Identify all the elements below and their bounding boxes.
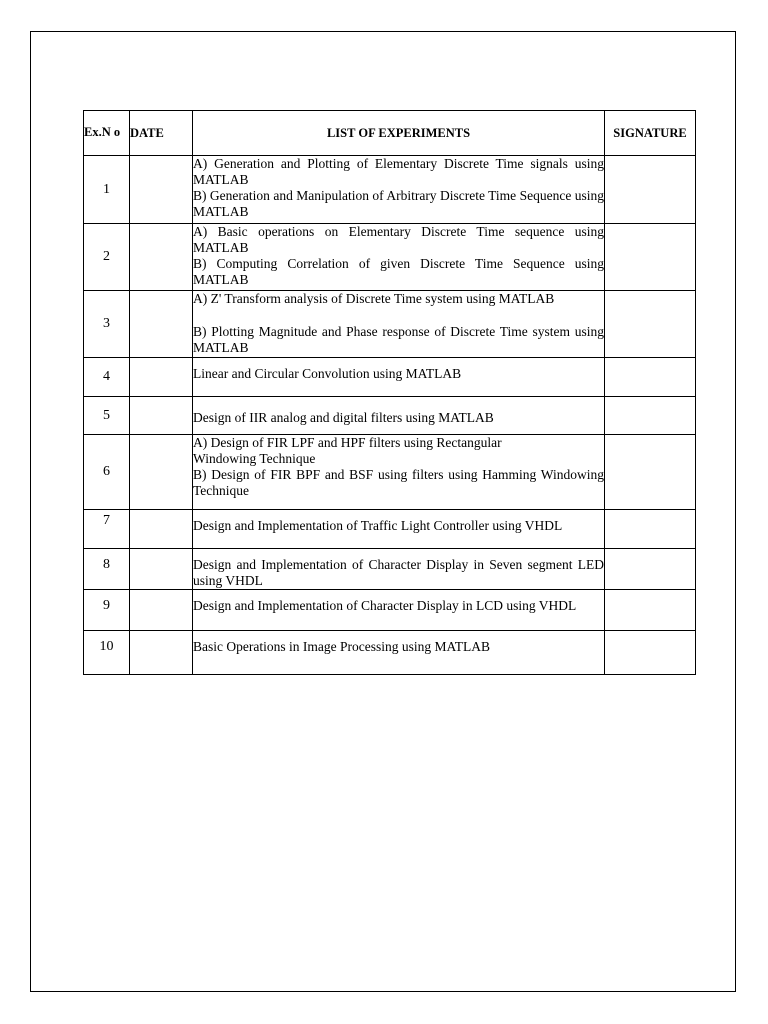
row-number: 2 <box>84 224 130 291</box>
experiment-line: B) Generation and Manipulation of Arbitrary Discrete Time Sequence using MATLAB <box>193 188 604 219</box>
header-exno: Ex.N o <box>84 111 130 156</box>
experiment-cell <box>193 590 605 631</box>
experiment-cell <box>193 156 605 224</box>
date-cell <box>130 435 193 510</box>
table-row <box>84 156 696 224</box>
experiment-cell <box>193 549 605 590</box>
header-list-of-experiments: LIST OF EXPERIMENTS <box>193 111 605 156</box>
table-row <box>84 631 696 675</box>
date-cell <box>130 358 193 397</box>
date-cell <box>130 549 193 590</box>
experiment-cell <box>193 435 605 510</box>
signature-cell <box>605 510 696 549</box>
header-date: DATE <box>130 111 193 156</box>
row-number: 8 <box>84 549 130 590</box>
date-cell <box>130 291 193 358</box>
table-row <box>84 291 696 358</box>
header-row <box>84 111 696 156</box>
signature-cell <box>605 291 696 358</box>
date-cell <box>130 397 193 435</box>
row-number: 6 <box>84 435 130 510</box>
signature-cell <box>605 224 696 291</box>
experiment-line: B) Computing Correlation of given Discrete Time Sequence using MATLAB <box>193 256 604 287</box>
signature-cell <box>605 590 696 631</box>
header-signature: SIGNATURE <box>605 111 696 156</box>
row-number: 10 <box>84 631 130 675</box>
date-cell <box>130 510 193 549</box>
table-row <box>84 590 696 631</box>
row-number: 3 <box>84 291 130 358</box>
experiment-cell <box>193 397 605 435</box>
experiment-cell <box>193 358 605 397</box>
date-cell <box>130 224 193 291</box>
signature-cell <box>605 397 696 435</box>
date-cell <box>130 156 193 224</box>
table-row <box>84 549 696 590</box>
signature-cell <box>605 358 696 397</box>
date-cell <box>130 590 193 631</box>
experiment-cell <box>193 224 605 291</box>
table-row <box>84 397 696 435</box>
experiment-line: B) Plotting Magnitude and Phase response of Discrete Time system using MATLAB <box>193 324 604 355</box>
experiment-line: Design and Implementation of Traffic Light Controller using VHDL <box>193 518 563 533</box>
experiment-line: Design and Implementation of Character Display in LCD using VHDL <box>193 598 577 613</box>
row-number: 9 <box>84 590 130 631</box>
experiment-cell <box>193 291 605 358</box>
signature-cell <box>605 631 696 675</box>
experiment-line: Linear and Circular Convolution using MATLAB <box>193 366 462 381</box>
experiment-cell <box>193 510 605 549</box>
experiment-line: A) Z' Transform analysis of Discrete Time system using MATLAB <box>193 291 555 306</box>
experiment-line: Design and Implementation of Character Display in Seven segment LED using VHDL <box>193 557 604 588</box>
table-row <box>84 510 696 549</box>
experiment-line: Design of IIR analog and digital filters using MATLAB <box>193 410 494 425</box>
experiment-cell <box>193 631 605 675</box>
row-number: 4 <box>84 358 130 397</box>
signature-cell <box>605 156 696 224</box>
experiment-line: A) Basic operations on Elementary Discrete Time sequence using MATLAB <box>193 224 604 255</box>
table-row <box>84 224 696 291</box>
table-row <box>84 435 696 510</box>
experiment-line: A) Design of FIR LPF and HPF filters using Rectangular Windowing Technique <box>193 435 502 466</box>
row-number: 1 <box>84 156 130 224</box>
experiment-line: A) Generation and Plotting of Elementary Discrete Time signals using MATLAB <box>193 156 604 187</box>
experiment-line: B) Design of FIR BPF and BSF using filters using Hamming Windowing Technique <box>193 467 604 498</box>
experiment-line: Basic Operations in Image Processing using MATLAB <box>193 639 490 654</box>
row-number: 5 <box>84 397 130 435</box>
signature-cell <box>605 435 696 510</box>
line-gap <box>193 307 604 324</box>
date-cell <box>130 631 193 675</box>
table-row <box>84 358 696 397</box>
experiments-table <box>83 110 696 675</box>
row-number: 7 <box>84 510 130 549</box>
signature-cell <box>605 549 696 590</box>
